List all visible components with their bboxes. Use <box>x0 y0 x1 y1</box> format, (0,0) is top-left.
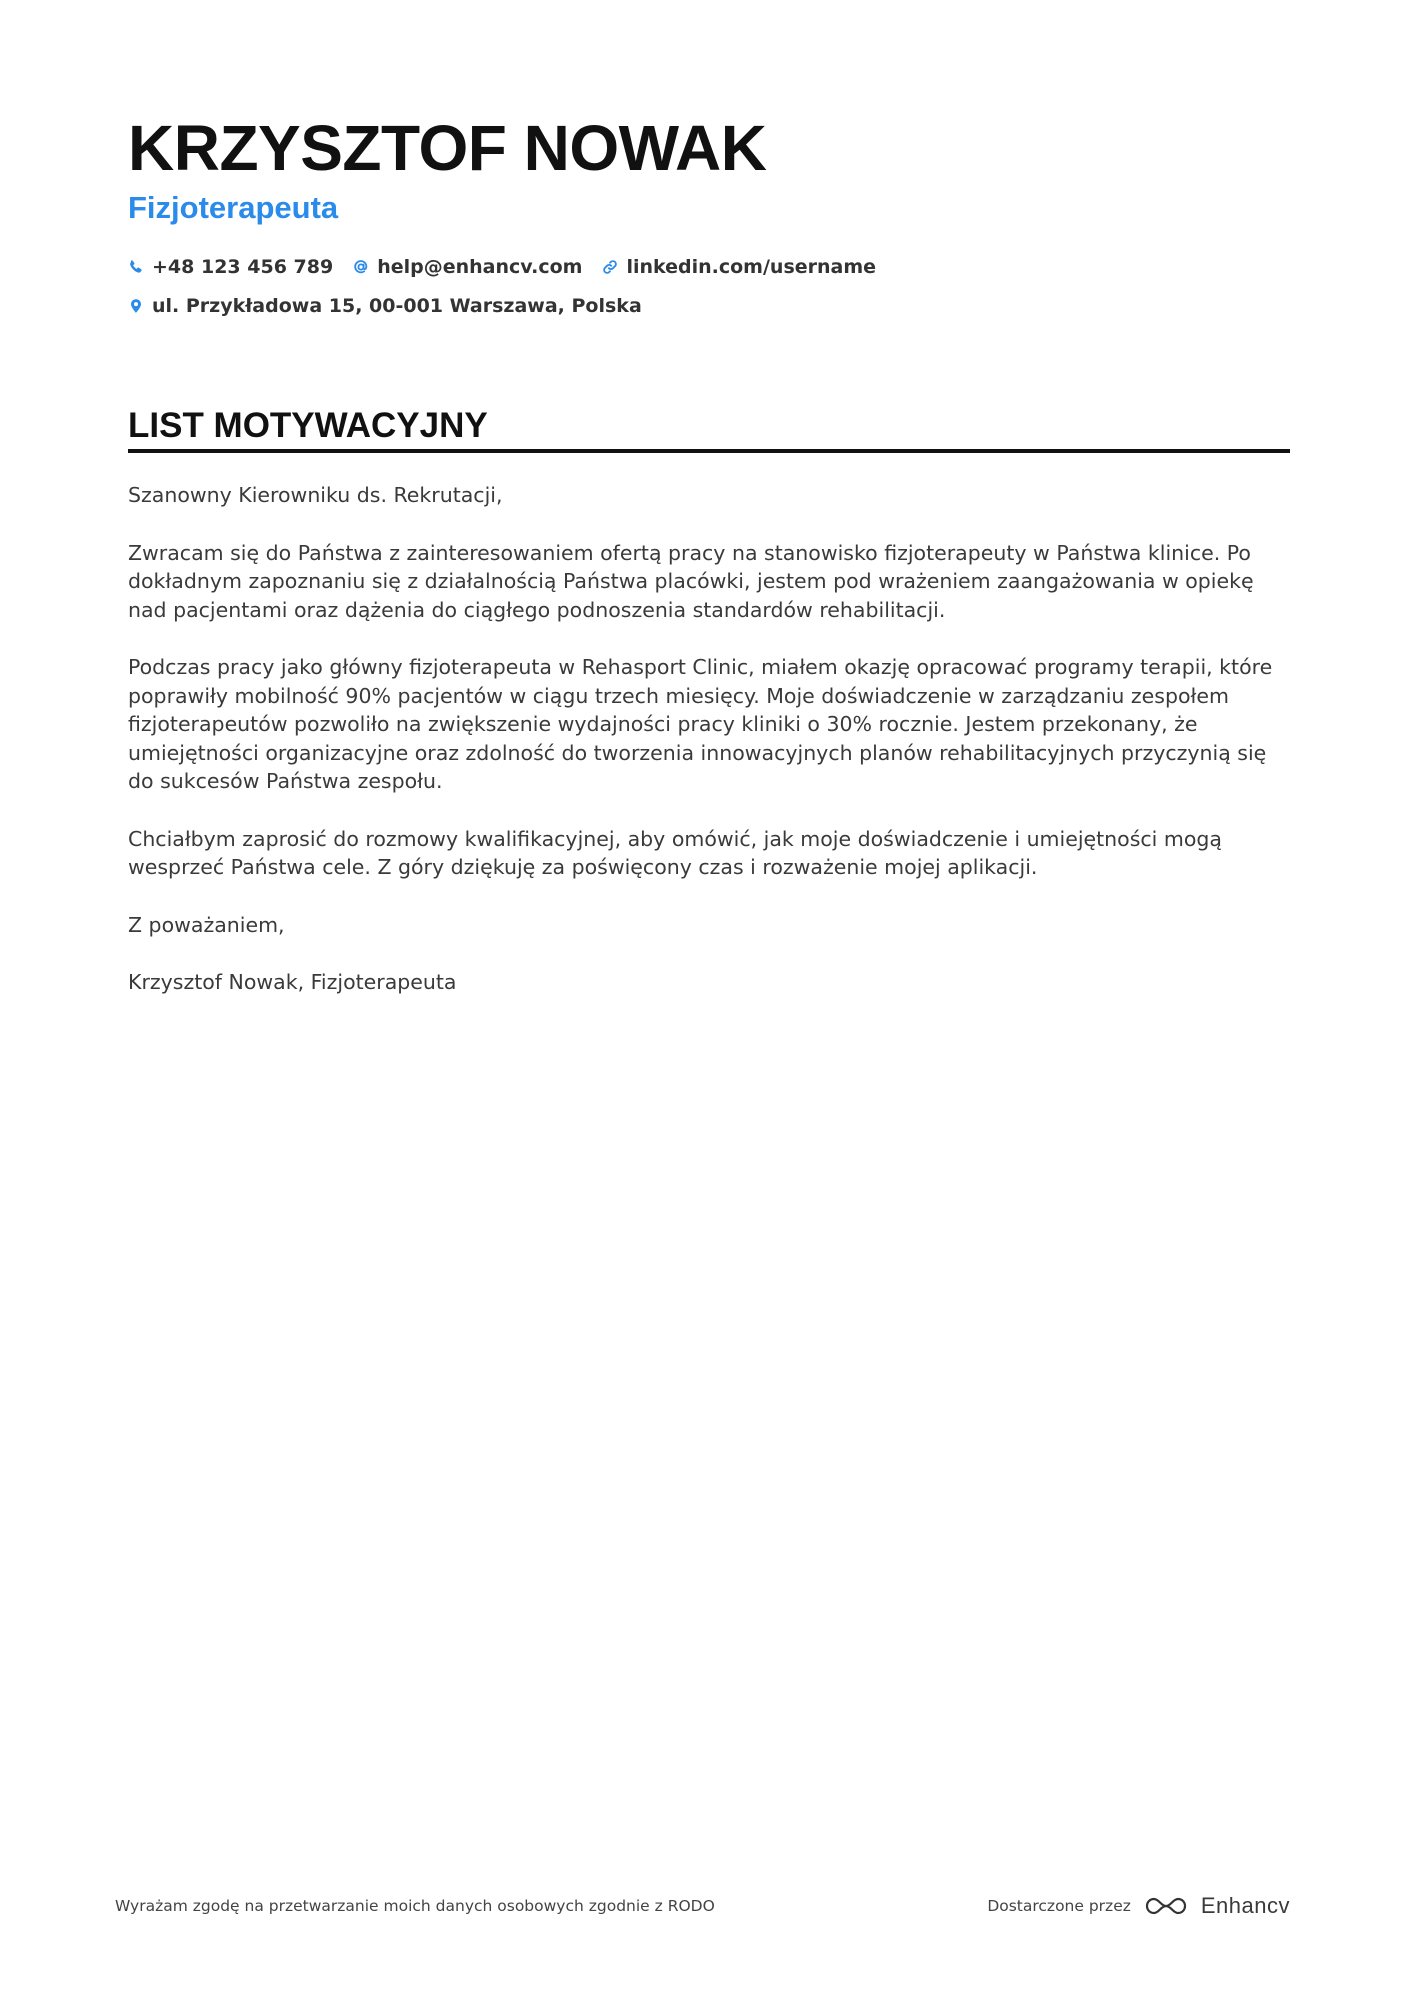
letter-paragraph: Podczas pracy jako główny fizjoterapeuta w Rehasport Clinic, miałem okazję opracować programy terapii, które poprawiły mobilność 90% pacjentów w ciągu trzech miesięcy. Moje doświadczenie w zarządzaniu zespołem fizjoterapeutów pozwoliło na zwiększenie wydajności pracy kliniki o 30% rocznie. Jestem przekonany, że umiejętności organizacyjne oraz zdolność do tworzenia innowacyjnych planów rehabilitacyjnych przyczynią się do sukcesów Państwa zespołu. <box>128 655 1273 793</box>
link-icon <box>602 259 618 275</box>
map-pin-icon <box>128 298 144 314</box>
letter-paragraph: Zwracam się do Państwa z zainteresowaniem ofertą pracy na stanowisko fizjoterapeuty w Państwa klinice. Po dokładnym zapoznaniu się z działalnością Państwa placówki, jestem pod wrażeniem zaangażowania w opiekę nad pacjentami oraz dążenia do ciągłego podnoszenia standardów rehabilitacji. <box>128 540 1254 622</box>
section-divider <box>128 449 1290 453</box>
contact-linkedin[interactable] <box>602 256 876 278</box>
contact-phone <box>128 256 333 278</box>
gdpr-consent-note: Wyrażam zgodę na przetwarzanie moich danych osobowych zgodnie z RODO <box>115 1897 715 1915</box>
at-sign-icon <box>353 259 369 275</box>
brand-name: Enhancv <box>1200 1893 1290 1918</box>
powered-by-label: Dostarczone przez <box>987 1897 1131 1915</box>
letter-closing: Z poważaniem, <box>128 912 285 937</box>
letter-signature: Krzysztof Nowak, Fizjoterapeuta <box>128 970 457 994</box>
contact-row-address <box>128 292 642 320</box>
contact-email[interactable] <box>353 256 582 278</box>
applicant-role: Fizjoterapeuta <box>128 190 339 225</box>
email-address[interactable]: help@enhancv.com <box>377 256 583 278</box>
phone-number: +48 123 456 789 <box>152 256 334 278</box>
contact-address <box>128 295 642 317</box>
phone-icon <box>128 259 144 275</box>
enhancv-logo-icon <box>1143 1893 1189 1919</box>
letter-paragraph: Chciałbym zaprosić do rozmowy kwalifikacyjnej, aby omówić, jak moje doświadczenie i umiejętności mogą wesprzeć Państwa cele. Z góry dziękuję za poświęcony czas i rozważenie mojej aplikacji. <box>128 826 1222 879</box>
page-footer <box>115 1891 1290 1921</box>
section-title: LIST MOTYWACYJNY <box>128 406 488 445</box>
postal-address: ul. Przykładowa 15, 00-001 Warszawa, Polska <box>152 295 642 317</box>
contact-row-primary <box>128 253 876 281</box>
powered-by[interactable] <box>987 1893 1290 1919</box>
letter-salutation: Szanowny Kierowniku ds. Rekrutacji, <box>128 483 503 507</box>
letter-body <box>128 481 1290 1026</box>
linkedin-url[interactable]: linkedin.com/username <box>626 256 877 278</box>
applicant-name: KRZYSZTOF NOWAK <box>128 112 767 184</box>
